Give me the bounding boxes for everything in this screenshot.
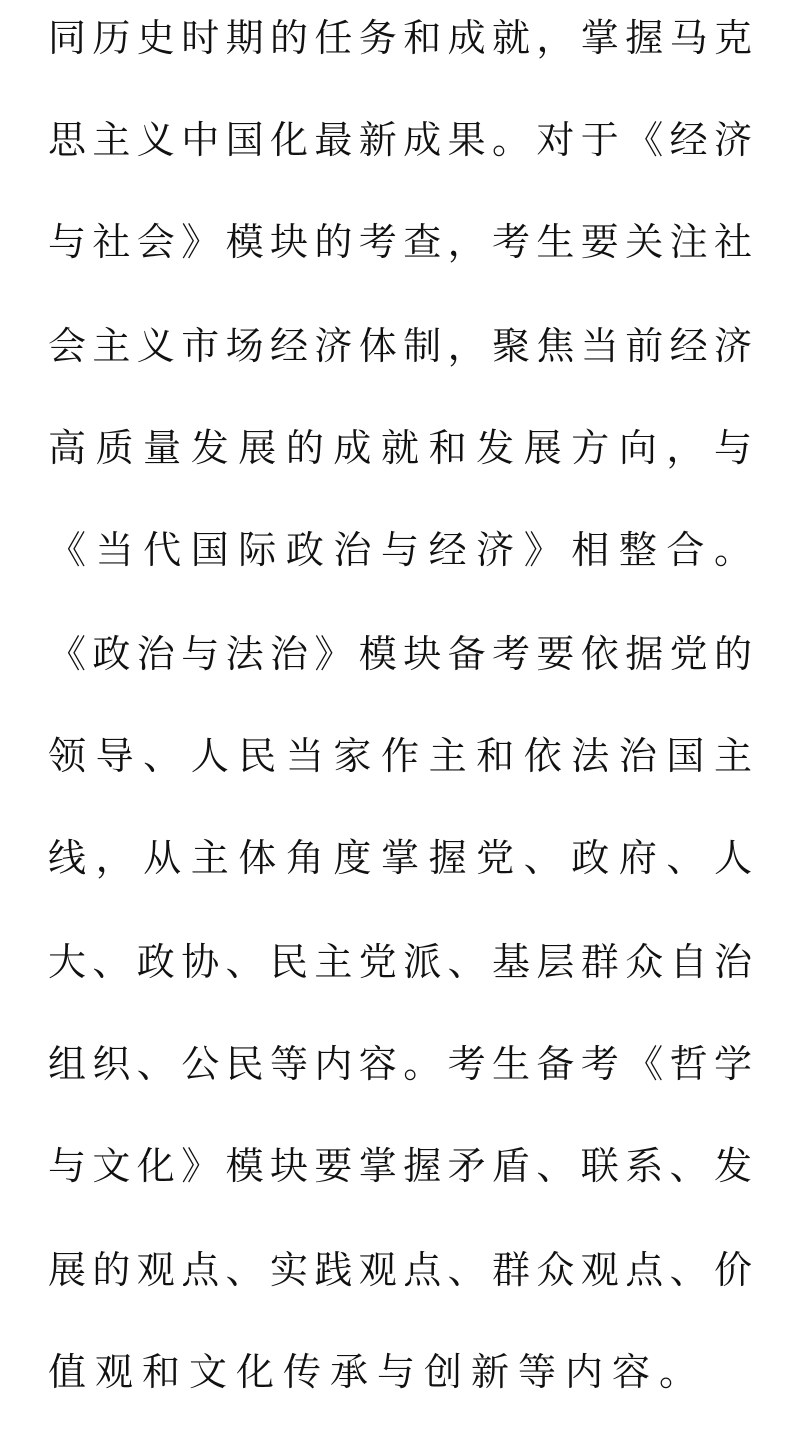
article-line-11: 组织、公民等内容。考生备考《哲学 — [48, 1042, 752, 1086]
article-line-7: 《政治与法治》模块备考要依据党的 — [48, 632, 752, 676]
article-line-10: 大、政协、民主党派、基层群众自治 — [48, 940, 752, 984]
article-line-8: 领导、人民当家作主和依法治国主 — [48, 734, 752, 778]
article-line-14: 值观和文化传承与创新等内容。 — [48, 1350, 707, 1394]
article-line-1: 同历史时期的任务和成就，掌握马克 — [48, 16, 752, 60]
article-line-3: 与社会》模块的考查，考生要关注社 — [48, 220, 752, 264]
article-line-2: 思主义中国化最新成果。对于《经济 — [48, 118, 752, 162]
article-line-5: 高质量发展的成就和发展方向，与 — [48, 426, 752, 470]
article-line-12: 与文化》模块要掌握矛盾、联系、发 — [48, 1144, 752, 1188]
article-line-4: 会主义市场经济体制，聚焦当前经济 — [48, 324, 752, 368]
article-line-9: 线，从主体角度掌握党、政府、人 — [48, 836, 752, 880]
article-line-6: 《当代国际政治与经济》相整合。 — [48, 528, 752, 572]
article-line-13: 展的观点、实践观点、群众观点、价 — [48, 1248, 752, 1292]
